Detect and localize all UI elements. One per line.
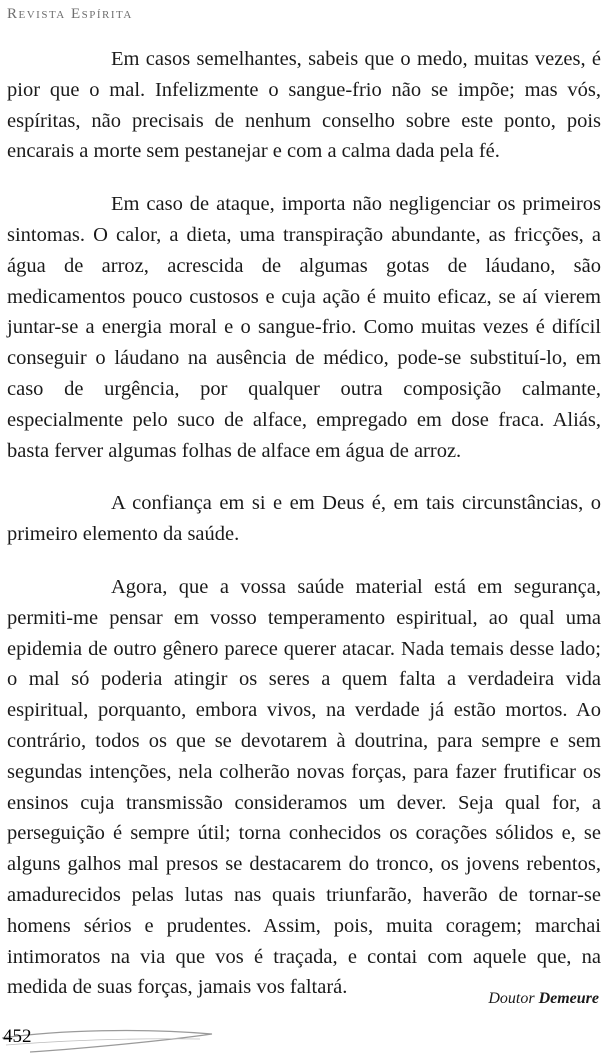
- signature-title: Doutor: [488, 990, 535, 1007]
- running-head-title: Revista Espírita: [7, 6, 133, 22]
- signature-name: Demeure: [538, 990, 599, 1007]
- paragraph-4: Agora, que a vossa saúde material está em segurança, permiti-me pensar em vosso temperamento espiritual, ao qual uma epidemia de outro gênero parece querer atacar. Nada temais desse lado; o mal só poderia atingir os seres a quem falta a verdadeira vida espiritual, porquanto, embora vivos, na verdade já estão mortos. Ao contrário, todos os que se devotarem à doutrina, para sempre e sem segundas intenções, nela colherão novas forças, para fazer frutificar os ensinos cuja transmissão consideramos um dever. Seja qual for, a perseguição é sempre útil; torna conhecidos os corações sólidos e, se alguns galhos mal presos se destacarem do tronco, os jovens rebentos, amadurecidos pelas lutas nas quais triunfarão, haverão de tornar-se homens sérios e prudentes. Assim, pois, muita coragem; marchai intimoratos na via que vos é traçada, e contai com aquele que, na medida de suas forças, jamais vos faltará.: [7, 575, 601, 999]
- signature: [488, 990, 599, 1008]
- article-body: [7, 44, 601, 1025]
- page-number: 452: [3, 1026, 32, 1047]
- paragraph-1: Em casos semelhantes, sabeis que o medo, muitas vezes, é pior que o mal. Infelizmente o sangue-frio não se impõe; mas vós, espíritas, não precisais de nenhum conselho sobre este ponto, pois encarais a morte sem pestanejar e com a calma dada pela fé.: [7, 48, 601, 163]
- paragraph-2: Em caso de ataque, importa não negligenciar os primeiros sintomas. O calor, a dieta, uma transpiração abundante, as fricções, a água de arroz, acrescida de algumas gotas de láudano, são medicamentos pouco custosos e cuja ação é muito eficaz, se aí vierem juntar-se a energia moral e o sangue-frio. Como muitas vezes é difícil conseguir o láudano na ausência de médico, pode-se substituí-lo, em caso de urgência, por qualquer outra composição calmante, especialmente pelo suco de alface, empregado em dose fraca. Aliás, basta ferver algumas folhas de alface em água de arroz.: [7, 193, 601, 462]
- page-number-swash-ornament: [0, 1018, 220, 1055]
- paragraph-3: A confiança em si e em Deus é, em tais circunstâncias, o primeiro elemento da saúde.: [7, 492, 601, 546]
